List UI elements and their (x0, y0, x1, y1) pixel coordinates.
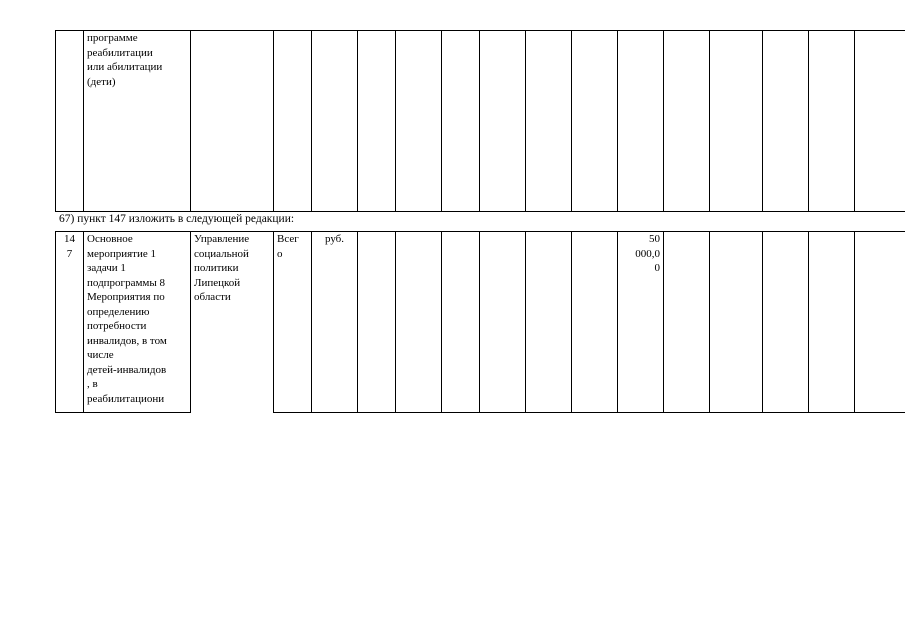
cell-text: о (277, 247, 283, 260)
source-cell (274, 232, 312, 413)
cell-text: Управление (194, 233, 250, 245)
cell-text: 14 (64, 233, 75, 245)
table-cell (710, 232, 763, 413)
number-cell (56, 232, 84, 413)
number-cell (56, 31, 84, 212)
table-cell (480, 232, 526, 413)
amount-cell (618, 232, 664, 413)
unit-cell (312, 232, 358, 413)
cell-text: подпрограммы 8 (87, 276, 166, 289)
top-table-fragment (55, 30, 905, 212)
cell-text: руб. (324, 233, 345, 245)
table-cell (358, 31, 396, 212)
cell-text: социальной (194, 247, 249, 260)
amendment-note: 67) пункт 147 изложить в следующей редакции: (59, 213, 295, 225)
table-cell (763, 31, 809, 212)
table-cell (664, 232, 710, 413)
cell-text: (дети) (87, 75, 116, 88)
table-cell (809, 31, 855, 212)
table-cell (358, 232, 396, 413)
cell-text: программе (87, 32, 138, 44)
table-cell (442, 232, 480, 413)
table-cell (572, 232, 618, 413)
cell-text: 0 (654, 262, 660, 274)
table-cell (396, 31, 442, 212)
cell-text: области (194, 291, 231, 303)
table-cell (312, 31, 358, 212)
executor-cell (191, 31, 274, 212)
cell-text: числе (87, 349, 114, 361)
table-cell (855, 232, 905, 413)
table-cell (763, 232, 809, 413)
cell-text: Всег (277, 233, 299, 245)
table-cell (526, 232, 572, 413)
table-cell (396, 232, 442, 413)
cell-text: мероприятие 1 (87, 247, 157, 260)
cell-text: реабилитации (87, 46, 153, 59)
table-cell (809, 232, 855, 413)
cell-text: реабилитациони (87, 392, 165, 405)
table-cell (710, 31, 763, 212)
cell-text: 7 (66, 247, 73, 260)
cell-text: задачи 1 (87, 262, 126, 274)
cell-text: потребности (87, 320, 147, 332)
name-cell (84, 31, 191, 212)
cell-text: Липецкой (194, 276, 241, 289)
cell-text: или абилитации (87, 61, 163, 73)
table-cell (526, 31, 572, 212)
table-cell (442, 31, 480, 212)
cell-text: политики (194, 262, 239, 274)
table-row (56, 31, 905, 212)
cell-text: детей-инвалидов (87, 363, 167, 376)
cell-text: определению (87, 305, 150, 318)
cell-text: 50 (649, 233, 660, 245)
table-cell (572, 31, 618, 212)
table-cell (664, 31, 710, 212)
cell-text: 000,0 (635, 247, 660, 260)
cell-text: Основное (87, 233, 133, 245)
cell-text: инвалидов, в том (87, 334, 167, 347)
table-cell (480, 31, 526, 212)
executor-cell (191, 232, 274, 413)
table-cell (274, 31, 312, 212)
name-cell (84, 232, 191, 413)
table-row (56, 232, 905, 413)
bottom-table-item-147 (55, 231, 905, 413)
table-cell (618, 31, 664, 212)
table-cell (855, 31, 905, 212)
cell-text: , в (87, 378, 98, 390)
cell-text: Мероприятия по (87, 291, 165, 303)
